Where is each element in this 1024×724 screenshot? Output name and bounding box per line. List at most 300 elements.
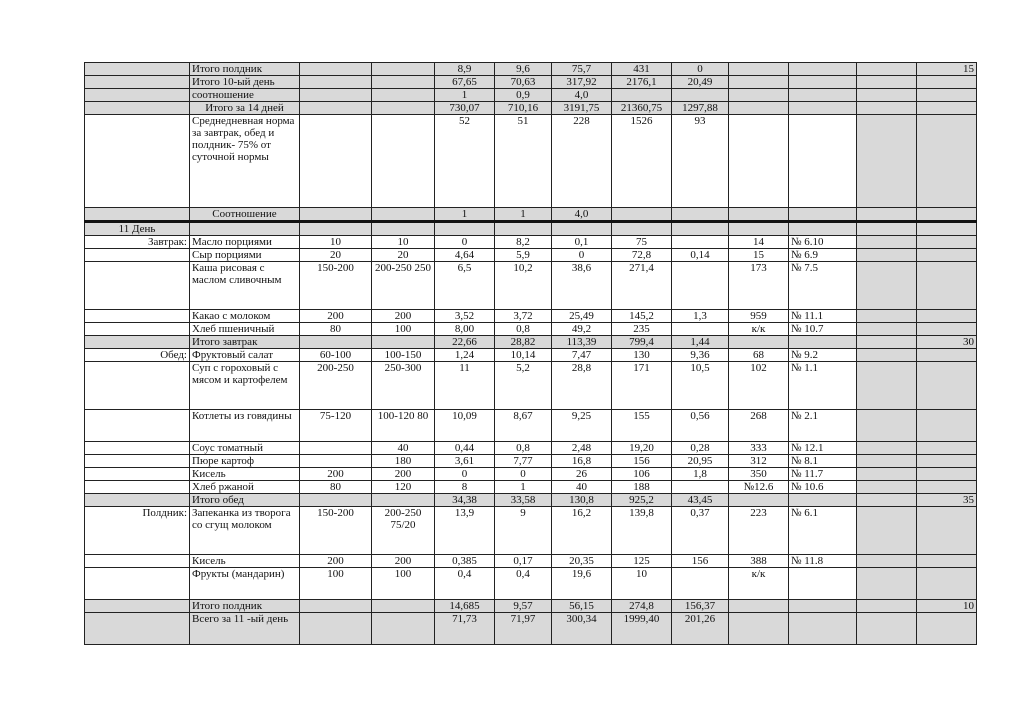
value-cell	[857, 481, 917, 494]
value-cell: 72,8	[612, 249, 672, 262]
value-cell: 100-150	[372, 349, 435, 362]
meal-cell	[85, 568, 190, 600]
value-cell: 3,61	[435, 455, 495, 468]
value-cell	[300, 102, 372, 115]
table-row	[85, 568, 977, 600]
value-cell: к/к	[729, 323, 789, 336]
value-cell: 51	[495, 115, 552, 208]
value-cell: 156,37	[672, 600, 729, 613]
value-cell: 173	[729, 262, 789, 310]
value-cell: 9,36	[672, 349, 729, 362]
value-cell	[789, 63, 857, 76]
value-cell: № 2.1	[789, 410, 857, 442]
value-cell: 15	[729, 249, 789, 262]
value-cell: № 11.7	[789, 468, 857, 481]
value-cell: 1,44	[672, 336, 729, 349]
meal-cell	[85, 89, 190, 102]
value-cell: 8	[435, 481, 495, 494]
value-cell	[917, 262, 977, 310]
meal-cell	[85, 481, 190, 494]
table-row	[85, 442, 977, 455]
value-cell	[857, 310, 917, 323]
table-row	[85, 336, 977, 349]
value-cell: 3,52	[435, 310, 495, 323]
value-cell	[857, 568, 917, 600]
value-cell: 799,4	[612, 336, 672, 349]
meal-cell	[85, 310, 190, 323]
meal-cell: Полдник:	[85, 507, 190, 555]
value-cell: 0,4	[435, 568, 495, 600]
value-cell: 7,47	[552, 349, 612, 362]
value-cell: 200-250	[300, 362, 372, 410]
value-cell: 2,48	[552, 442, 612, 455]
value-cell	[857, 262, 917, 310]
value-cell: 8,67	[495, 410, 552, 442]
value-cell: 200	[372, 555, 435, 568]
value-cell	[672, 323, 729, 336]
dish-cell: Суп с гороховый с мясом и картофелем	[190, 362, 300, 410]
value-cell	[917, 115, 977, 208]
value-cell	[729, 600, 789, 613]
table-row	[85, 323, 977, 336]
value-cell: 19,20	[612, 442, 672, 455]
value-cell: 16,2	[552, 507, 612, 555]
value-cell: 100	[372, 568, 435, 600]
value-cell: 28,8	[552, 362, 612, 410]
value-cell: 60-100	[300, 349, 372, 362]
value-cell	[857, 494, 917, 507]
value-cell: 200-250 75/20	[372, 507, 435, 555]
value-cell	[857, 89, 917, 102]
value-cell: 11	[435, 362, 495, 410]
value-cell: 75,7	[552, 63, 612, 76]
value-cell	[789, 613, 857, 645]
meal-cell	[85, 442, 190, 455]
value-cell	[729, 63, 789, 76]
value-cell: 22,66	[435, 336, 495, 349]
value-cell: 188	[612, 481, 672, 494]
meal-cell: Обед:	[85, 349, 190, 362]
value-cell	[917, 249, 977, 262]
table-row	[85, 89, 977, 102]
value-cell	[300, 600, 372, 613]
value-cell: 0,56	[672, 410, 729, 442]
value-cell: 0,44	[435, 442, 495, 455]
value-cell	[372, 600, 435, 613]
value-cell: 0,4	[495, 568, 552, 600]
value-cell: 5,2	[495, 362, 552, 410]
value-cell: 28,82	[495, 336, 552, 349]
value-cell: 271,4	[612, 262, 672, 310]
value-cell	[857, 208, 917, 222]
value-cell: 250-300	[372, 362, 435, 410]
dish-cell: Хлеб пшеничный	[190, 323, 300, 336]
value-cell: 10	[300, 236, 372, 249]
value-cell: 1,8	[672, 468, 729, 481]
dish-cell: Сыр порциями	[190, 249, 300, 262]
value-cell: 300,34	[552, 613, 612, 645]
value-cell: 333	[729, 442, 789, 455]
value-cell: 0,385	[435, 555, 495, 568]
meal-cell	[85, 494, 190, 507]
value-cell: 49,2	[552, 323, 612, 336]
dish-cell: соотношение	[190, 89, 300, 102]
value-cell: 0,8	[495, 323, 552, 336]
value-cell: 9,25	[552, 410, 612, 442]
value-cell	[917, 507, 977, 555]
value-cell	[857, 349, 917, 362]
meal-cell	[85, 249, 190, 262]
value-cell: 228	[552, 115, 612, 208]
value-cell: 100	[372, 323, 435, 336]
dish-cell	[190, 222, 300, 236]
value-cell: 13,9	[435, 507, 495, 555]
value-cell: 67,65	[435, 76, 495, 89]
value-cell	[789, 336, 857, 349]
value-cell: 40	[372, 442, 435, 455]
value-cell	[917, 455, 977, 468]
value-cell	[917, 613, 977, 645]
value-cell	[729, 102, 789, 115]
value-cell: 14	[729, 236, 789, 249]
value-cell	[300, 208, 372, 222]
value-cell: 200	[300, 555, 372, 568]
value-cell	[789, 568, 857, 600]
value-cell: 0,17	[495, 555, 552, 568]
value-cell: 1,3	[672, 310, 729, 323]
value-cell: 1526	[612, 115, 672, 208]
value-cell: 113,39	[552, 336, 612, 349]
dish-cell: Итого обед	[190, 494, 300, 507]
value-cell	[917, 468, 977, 481]
value-cell: 120	[372, 481, 435, 494]
value-cell: 30	[917, 336, 977, 349]
value-cell	[672, 89, 729, 102]
value-cell: 10	[372, 236, 435, 249]
meal-cell	[85, 323, 190, 336]
meal-cell	[85, 63, 190, 76]
table-row	[85, 310, 977, 323]
table-row	[85, 362, 977, 410]
meal-cell	[85, 468, 190, 481]
dish-cell: Фруктовый салат	[190, 349, 300, 362]
table-row	[85, 349, 977, 362]
value-cell: 0,1	[552, 236, 612, 249]
value-cell: 106	[612, 468, 672, 481]
value-cell: 38,6	[552, 262, 612, 310]
dish-cell: Соотношение	[190, 208, 300, 222]
value-cell: 200-250 250	[372, 262, 435, 310]
meal-cell: 11 День	[85, 222, 190, 236]
table-row	[85, 249, 977, 262]
value-cell: 21360,75	[612, 102, 672, 115]
value-cell: 1	[495, 208, 552, 222]
value-cell: №12.6	[729, 481, 789, 494]
table-row	[85, 102, 977, 115]
value-cell: 274,8	[612, 600, 672, 613]
value-cell	[917, 555, 977, 568]
value-cell	[612, 89, 672, 102]
value-cell: 312	[729, 455, 789, 468]
value-cell	[300, 76, 372, 89]
value-cell: 8,2	[495, 236, 552, 249]
value-cell: 10,09	[435, 410, 495, 442]
meal-cell	[85, 336, 190, 349]
meal-cell	[85, 115, 190, 208]
value-cell: 0,9	[495, 89, 552, 102]
value-cell	[300, 613, 372, 645]
value-cell: 156	[612, 455, 672, 468]
value-cell	[729, 336, 789, 349]
value-cell: 317,92	[552, 76, 612, 89]
table-row	[85, 468, 977, 481]
value-cell	[672, 208, 729, 222]
value-cell: 35	[917, 494, 977, 507]
value-cell: 6,5	[435, 262, 495, 310]
value-cell	[672, 481, 729, 494]
dish-cell: Котлеты из говядины	[190, 410, 300, 442]
value-cell: 9,6	[495, 63, 552, 76]
value-cell	[672, 222, 729, 236]
value-cell: 925,2	[612, 494, 672, 507]
value-cell	[857, 455, 917, 468]
value-cell	[789, 494, 857, 507]
value-cell: 0	[435, 236, 495, 249]
value-cell: 4,0	[552, 89, 612, 102]
value-cell	[857, 76, 917, 89]
value-cell: 200	[372, 468, 435, 481]
value-cell: 10,5	[672, 362, 729, 410]
value-cell: 200	[372, 310, 435, 323]
value-cell: 68	[729, 349, 789, 362]
table-row	[85, 236, 977, 249]
value-cell: № 9.2	[789, 349, 857, 362]
value-cell: 2176,1	[612, 76, 672, 89]
value-cell: 4,64	[435, 249, 495, 262]
value-cell: 0,14	[672, 249, 729, 262]
value-cell	[917, 481, 977, 494]
value-cell: 1999,40	[612, 613, 672, 645]
value-cell: 43,45	[672, 494, 729, 507]
value-cell	[917, 442, 977, 455]
value-cell: 93	[672, 115, 729, 208]
value-cell: 10,2	[495, 262, 552, 310]
value-cell: 0,8	[495, 442, 552, 455]
value-cell: 10	[917, 600, 977, 613]
value-cell	[917, 568, 977, 600]
dish-cell: Пюре картоф	[190, 455, 300, 468]
value-cell: 130,8	[552, 494, 612, 507]
table-row	[85, 455, 977, 468]
value-cell: 431	[612, 63, 672, 76]
meal-cell	[85, 102, 190, 115]
dish-cell: Масло порциями	[190, 236, 300, 249]
table-row	[85, 494, 977, 507]
value-cell: № 10.7	[789, 323, 857, 336]
meal-cell	[85, 613, 190, 645]
value-cell: 20,49	[672, 76, 729, 89]
value-cell	[857, 362, 917, 410]
dish-cell: Хлеб ржаной	[190, 481, 300, 494]
dish-cell: Кисель	[190, 555, 300, 568]
table-row	[85, 613, 977, 645]
value-cell: 155	[612, 410, 672, 442]
value-cell: 235	[612, 323, 672, 336]
dish-cell: Каша рисовая с маслом сливочным	[190, 262, 300, 310]
value-cell: 130	[612, 349, 672, 362]
value-cell: 71,73	[435, 613, 495, 645]
value-cell: 730,07	[435, 102, 495, 115]
value-cell: 9,57	[495, 600, 552, 613]
meal-cell	[85, 410, 190, 442]
value-cell	[789, 115, 857, 208]
value-cell	[729, 208, 789, 222]
meal-cell: Завтрак:	[85, 236, 190, 249]
value-cell	[917, 89, 977, 102]
value-cell: 200	[300, 310, 372, 323]
value-cell	[729, 115, 789, 208]
value-cell: 0	[495, 468, 552, 481]
table-row	[85, 481, 977, 494]
value-cell: 201,26	[672, 613, 729, 645]
value-cell	[857, 410, 917, 442]
value-cell: № 8.1	[789, 455, 857, 468]
value-cell: 80	[300, 323, 372, 336]
value-cell	[789, 89, 857, 102]
value-cell	[789, 222, 857, 236]
value-cell	[917, 310, 977, 323]
value-cell: № 10.6	[789, 481, 857, 494]
value-cell	[857, 115, 917, 208]
value-cell: 1,24	[435, 349, 495, 362]
dish-cell: Какао с молоком	[190, 310, 300, 323]
value-cell: 20	[300, 249, 372, 262]
value-cell: 9	[495, 507, 552, 555]
value-cell	[729, 222, 789, 236]
value-cell	[672, 568, 729, 600]
value-cell	[300, 63, 372, 76]
value-cell	[917, 236, 977, 249]
value-cell: № 6.9	[789, 249, 857, 262]
value-cell: 3,72	[495, 310, 552, 323]
value-cell: № 7.5	[789, 262, 857, 310]
value-cell: 71,97	[495, 613, 552, 645]
table-row	[85, 222, 977, 236]
value-cell: № 1.1	[789, 362, 857, 410]
value-cell	[857, 507, 917, 555]
value-cell: 268	[729, 410, 789, 442]
value-cell: 0	[435, 468, 495, 481]
value-cell	[857, 468, 917, 481]
value-cell	[372, 336, 435, 349]
value-cell: № 6.10	[789, 236, 857, 249]
value-cell	[857, 249, 917, 262]
value-cell: 1297,88	[672, 102, 729, 115]
value-cell	[372, 115, 435, 208]
table-row	[85, 76, 977, 89]
value-cell: 70,63	[495, 76, 552, 89]
table-row	[85, 63, 977, 76]
value-cell	[372, 102, 435, 115]
value-cell: 180	[372, 455, 435, 468]
value-cell: № 11.1	[789, 310, 857, 323]
value-cell: 75	[612, 236, 672, 249]
value-cell: 56,15	[552, 600, 612, 613]
table-row	[85, 208, 977, 222]
value-cell: 1	[435, 89, 495, 102]
value-cell	[552, 222, 612, 236]
dish-cell: Итого за 14 дней	[190, 102, 300, 115]
value-cell	[300, 115, 372, 208]
value-cell: 171	[612, 362, 672, 410]
value-cell	[917, 323, 977, 336]
value-cell: 388	[729, 555, 789, 568]
value-cell	[917, 208, 977, 222]
value-cell	[300, 442, 372, 455]
value-cell: 5,9	[495, 249, 552, 262]
value-cell	[857, 323, 917, 336]
meal-cell	[85, 262, 190, 310]
value-cell	[372, 89, 435, 102]
value-cell: 8,00	[435, 323, 495, 336]
value-cell	[789, 600, 857, 613]
table-row	[85, 115, 977, 208]
value-cell	[857, 613, 917, 645]
value-cell	[789, 208, 857, 222]
value-cell: 0,28	[672, 442, 729, 455]
value-cell	[372, 76, 435, 89]
value-cell: 100	[300, 568, 372, 600]
value-cell: № 12.1	[789, 442, 857, 455]
value-cell	[917, 349, 977, 362]
value-cell	[435, 222, 495, 236]
value-cell	[789, 102, 857, 115]
value-cell	[857, 442, 917, 455]
value-cell: 1	[495, 481, 552, 494]
value-cell: 19,6	[552, 568, 612, 600]
value-cell: 8,9	[435, 63, 495, 76]
value-cell: 14,685	[435, 600, 495, 613]
value-cell	[300, 455, 372, 468]
value-cell: № 11.8	[789, 555, 857, 568]
dish-cell: Итого полдник	[190, 600, 300, 613]
value-cell	[917, 102, 977, 115]
value-cell	[372, 494, 435, 507]
value-cell: 4,0	[552, 208, 612, 222]
value-cell: 10,14	[495, 349, 552, 362]
dish-cell: Фрукты (мандарин)	[190, 568, 300, 600]
value-cell: 139,8	[612, 507, 672, 555]
dish-cell: Кисель	[190, 468, 300, 481]
value-cell	[857, 600, 917, 613]
value-cell	[917, 362, 977, 410]
value-cell: 26	[552, 468, 612, 481]
value-cell: 0	[672, 63, 729, 76]
value-cell: 125	[612, 555, 672, 568]
table-row	[85, 555, 977, 568]
dish-cell: Среднедневная норма за завтрак, обед и полдник- 75% от суточной нормы	[190, 115, 300, 208]
value-cell: 20	[372, 249, 435, 262]
value-cell: 15	[917, 63, 977, 76]
dish-cell: Итого завтрак	[190, 336, 300, 349]
dish-cell: Итого 10-ый день	[190, 76, 300, 89]
value-cell	[372, 222, 435, 236]
value-cell	[672, 236, 729, 249]
value-cell: 156	[672, 555, 729, 568]
value-cell: к/к	[729, 568, 789, 600]
value-cell	[917, 410, 977, 442]
table-row	[85, 600, 977, 613]
